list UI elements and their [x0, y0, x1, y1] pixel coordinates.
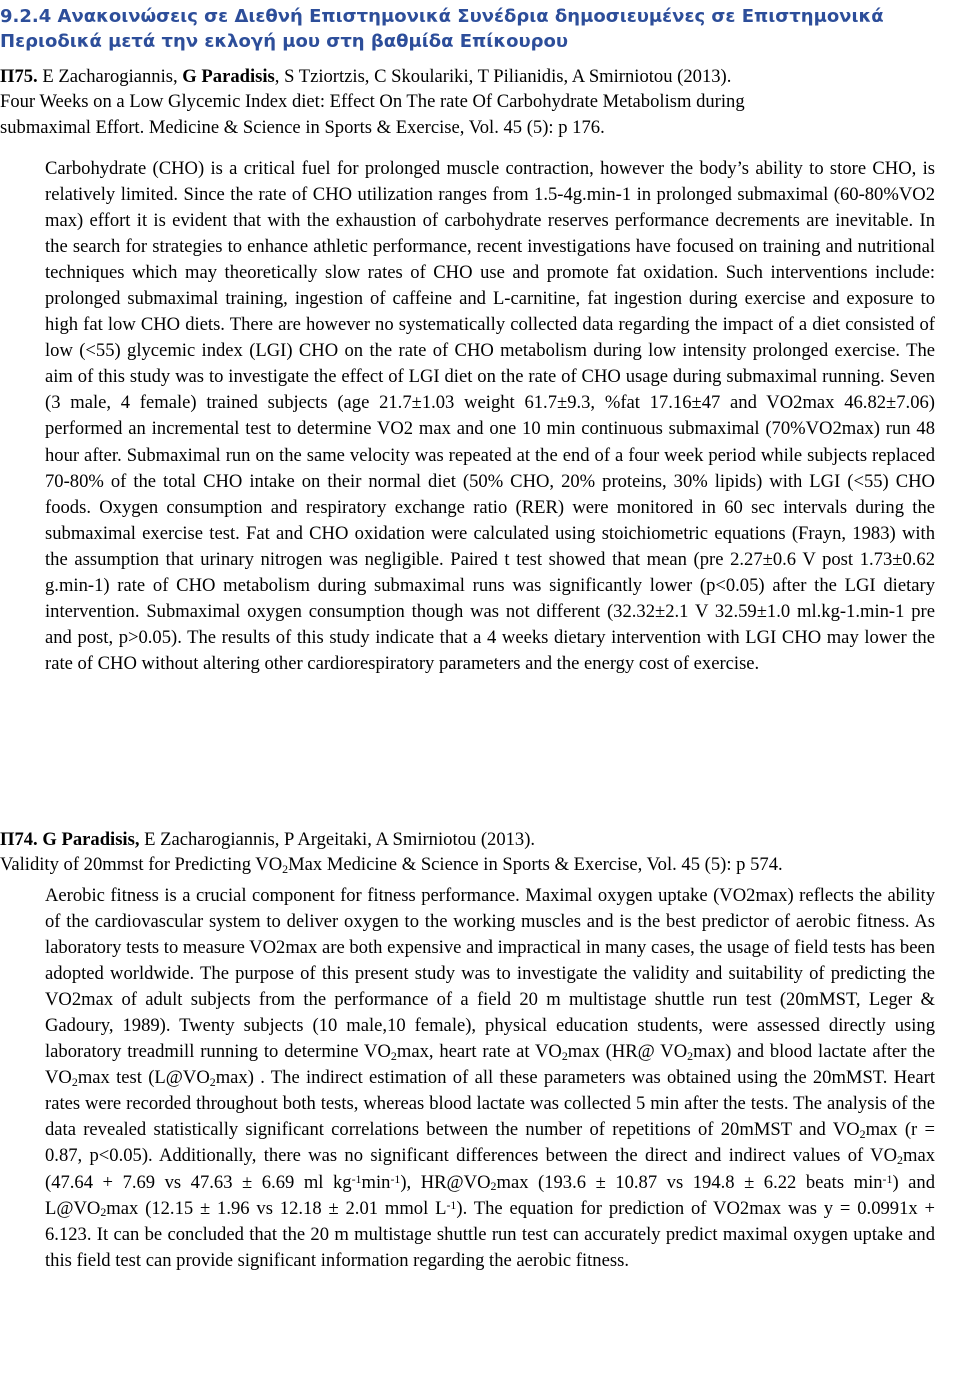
entry-p74-abstract-segment: min	[361, 1171, 391, 1193]
entry-p74-abstract-segment: -1	[390, 1171, 401, 1186]
entry-p74-abstract-segment: max, heart rate at VO	[396, 1041, 562, 1063]
entry-p74-abstract-segment: 2	[859, 1127, 866, 1142]
entry-p74-abstract-segment: max (12.15 ± 1.96 vs 12.18 ± 2.01 mmol L	[106, 1197, 447, 1219]
entry-p75-authors-after: , S Tziortzis, C Skoulariki, T Pilianidis, A Smirniotou (2013).	[274, 66, 732, 87]
entry-p74-abstract-segment: 2	[100, 1205, 107, 1220]
section-heading: 9.2.4 Ανακοινώσεις σε Διεθνή Επιστημονικά Συνέδρια δημοσιευμένες σε Επιστημονικά Περιοδικά μετά την εκλογή μου στη βαθμίδα Επίκουρου	[0, 6, 884, 52]
entry-p75-authors-line	[0, 64, 960, 89]
entry-p74-authors-line	[0, 827, 960, 852]
entry-p74-abstract-segment: max) . The indirect estimation of all these parameters was obtained using the 20mMST. Heart rates were recorded throughout both tests, whereas blood lactate was collected 5 min after the tests. The analysis of the data revealed statistically significant correlations between the number of repetitions of 20mMST and VO	[45, 1067, 935, 1141]
entry-p75-number: Π75.	[0, 66, 38, 87]
entry-p74-abstract-segment: max (193.6 ± 10.87 vs 194.8 ± 6.22 beats min	[496, 1171, 883, 1193]
entry-p74-citation	[0, 827, 960, 878]
entry-p74-author-bold: G Paradisis,	[42, 829, 140, 850]
entry-p74-abstract-segment: 2	[71, 1074, 78, 1089]
entry-p74-abstract-segment: max (r = 0.87, p<0.05). Additionally, there was no significant differences between the direct and indirect values of VO	[45, 1119, 935, 1167]
entry-p74-abstract-segment: ), HR@VO	[400, 1171, 491, 1193]
entry-p75-author-bold: G Paradisis	[182, 66, 275, 87]
entry-p74-abstract-segment: -1	[351, 1171, 362, 1186]
entry-p74-title-line	[0, 852, 960, 877]
entry-p74-abstract-segment: ). The equation for prediction of VO2max was y = 0.0991x + 6.123. It can be concluded that the 20 m multistage shuttle run test can accurately predict maximal oxygen uptake and this field test can provide significant information regarding the aerobic fitness.	[45, 1197, 935, 1271]
entry-p74-abstract-segment: 2	[209, 1074, 216, 1089]
entry-p74-abstract-segment: max (47.64 + 7.69 vs 47.63 ± 6.69 ml kg	[45, 1145, 935, 1193]
entry-p74-abstract-segment: -1	[446, 1197, 457, 1212]
entry-p74-abstract-segment: 2	[687, 1048, 694, 1063]
entry-p74-title-sub: 2	[282, 862, 289, 877]
entry-p74-abstract-segment: 2	[897, 1153, 903, 1168]
entry-p75-abstract: Carbohydrate (CHO) is a critical fuel for prolonged muscle contraction, however the body’s ability to store CHO, is relatively limited. Since the rate of CHO utilization ranges from 1.5-4g.min-1 in prolonged submaximal (60-80%VO2 max) effort it is evident that with the exhaustion of carbohydrate reserves performance decrements are inevitable. In the search for strategies to enhance athletic performance, recent investigations have focused on training and nutritional techniques which may theoretically slow rates of CHO use and promote fat oxidation. Such interventions include: prolonged submaximal training, ingestion of caffeine and L-carnitine, fat ingestion during exercise and exposure to high fat low CHO diets. There are however no systematically collected data regarding the impact of a diet consisted of low (<55) glycemic index (LGI) CHO on the rate of CHO metabolism during low intensity prolonged exercise. The aim of this study was to investigate the effect of LGI diet on the rate of CHO usage during submaximal running. Seven (3 male, 4 female) trained subjects (age 21.7±1.03 weight 61.7±9.3, %fat 17.16±47 and VO2max 46.82±7.06) performed an incremental test to determine VO2 max and one 10 min continuous submaximal (70%VO2max) run 48 hour after. Submaximal run on the same velocity was repeated at the end of a four week period while subjects replaced 70-80% of the total CHO intake on their normal diet (50% CHO, 20% proteins, 30% lipids) with LGI (<55) CHO foods. Oxygen consumption and respiratory exchange ratio (RER) were monitored in 60 sec intervals during the submaximal exercise test. Fat and CHO oxidation were calculated using stoichiometric equations (Frayn, 1983) with the assumption that urinary nitrogen was negligible. Paired t test showed that mean (pre 2.27±0.6 V post 1.73±0.62 g.min-1) rate of CHO metabolism during submaximal runs was significantly lower (p<0.05) after the LGI dietary intervention. Submaximal oxygen consumption though was not different (32.32±2.1 V 32.59±1.0 ml.kg-1.min-1 pre and post, p>0.05). The results of this study indicate that a 4 weeks dietary intervention with LGI CHO may lower the rate of CHO without altering other cardiorespiratory parameters and the energy cost of exercise.	[45, 158, 935, 674]
entry-p74-abstract-segment: 2	[490, 1179, 497, 1194]
entry-p74-number: Π74.	[0, 829, 38, 850]
entry-p75-title-line-2: submaximal Effort. Medicine & Science in Sports & Exercise, Vol. 45 (5): p 176.	[0, 116, 605, 138]
entry-p75-authors-before: E Zacharogiannis,	[37, 66, 183, 87]
entry-p74-abstract-segment: max (HR@ VO	[567, 1041, 688, 1063]
entry-p74-abstract-segment: max) and blood lactate after the VO	[45, 1041, 935, 1089]
entry-p74-abstract-segment: -1	[882, 1171, 893, 1186]
entry-p75-citation	[0, 64, 960, 140]
entry-p74-abstract-segment: ) and L@VO	[45, 1171, 936, 1219]
entry-p74-authors-after: E Zacharogiannis, P Argeitaki, A Smirniotou (2013).	[139, 829, 536, 850]
entry-p74-title-before-sub: Validity of 20mmst for Predicting VO	[0, 854, 283, 876]
entry-p74-abstract-segment: 2	[561, 1048, 568, 1063]
entry-p74-abstract-segment: 2	[390, 1048, 397, 1063]
entry-p75-title-line-1: Four Weeks on a Low Glycemic Index diet: Effect On The rate Of Carbohydrate Metabolism during	[0, 91, 745, 113]
entry-p74-abstract-segment: Aerobic fitness is a crucial component for fitness performance. Maximal oxygen uptake (VO2max) reflects the ability of the cardiovascular system to deliver oxygen to the working muscles and is the best predictor of aerobic fitness. As laboratory tests to measure VO2max are both expensive and impractical in many cases, the usage of field tests has been adopted worldwide. The purpose of this present study was to investigate the validity and suitability of predicting the VO2max of adult subjects from the performance of a field 20 m multistage shuttle run test (20mMST, Leger & Gadoury, 1989). Twenty subjects (10 male,10 female), physical education students, were assessed directly using laboratory treadmill running to determine VO	[45, 885, 935, 1063]
entry-p74-abstract	[45, 883, 935, 1274]
entry-p74-title-after-sub: Max Medicine & Science in Sports & Exercise, Vol. 45 (5): p 574.	[288, 854, 783, 876]
entry-p74-abstract-segment: max test (L@VO	[77, 1067, 210, 1089]
